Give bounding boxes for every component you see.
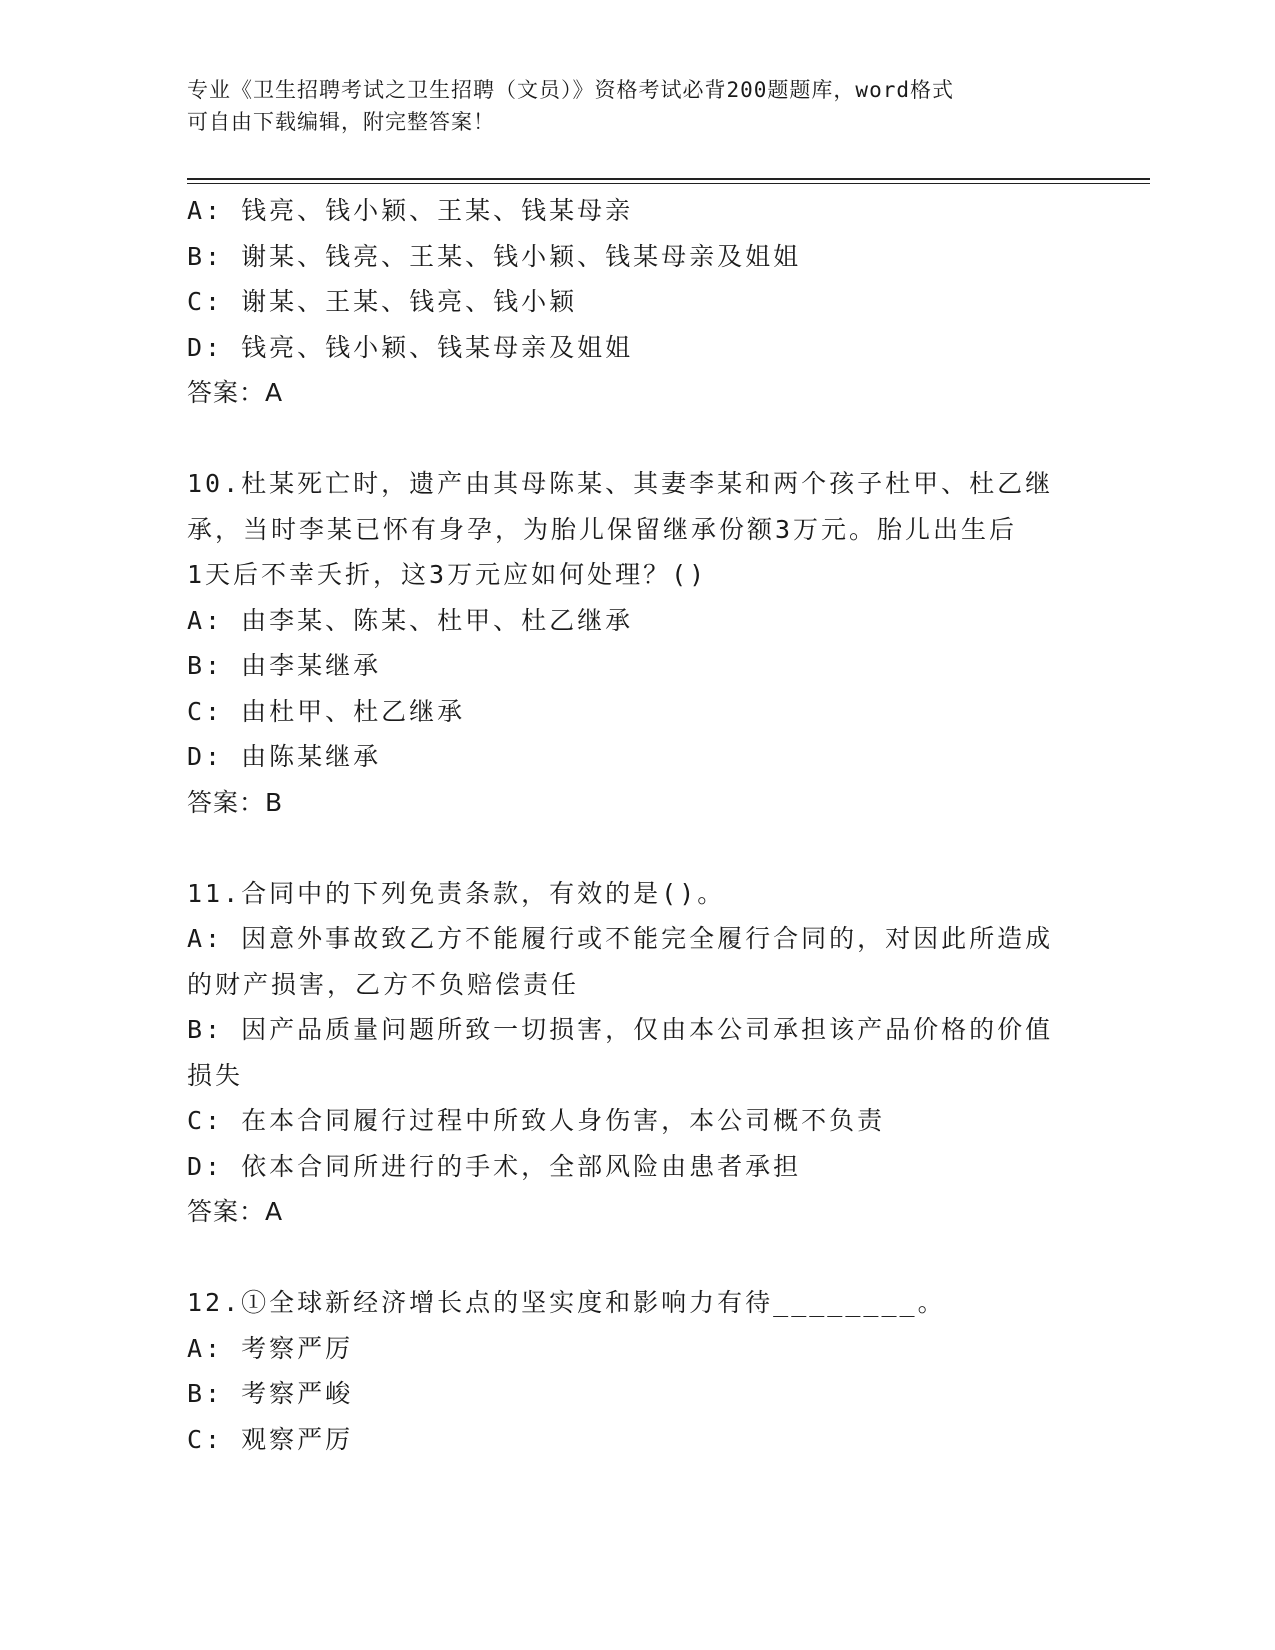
question-content [187,188,1087,1462]
header-line-2: 可自由下载编辑，附完整答案！ [187,110,495,134]
answer-line: 答案：A [187,1197,284,1226]
question-stem-line: 承，当时李某已怀有身孕，为胎儿保留继承份额3万元。胎儿出生后 [187,514,1018,544]
option-c: C: 观察严厉 [187,1424,354,1454]
spacer [187,825,1087,871]
question-12 [187,1280,1087,1462]
question-stem: 11.合同中的下列免责条款，有效的是()。 [187,878,726,908]
question-9 [187,188,1087,416]
option-b: B: 考察严峻 [187,1379,354,1408]
question-11 [187,871,1087,1235]
option-b: B: 谢某、钱亮、王某、钱小颖、钱某母亲及姐姐 [187,241,802,271]
question-stem-line: 10.杜某死亡时，遗产由其母陈某、其妻李某和两个孩子杜甲、杜乙继 [187,469,1054,498]
option-a-continued: 的财产损害，乙方不负赔偿责任 [187,969,580,999]
option-a: A: 由李某、陈某、杜甲、杜乙继承 [187,605,634,635]
option-b: B: 因产品质量问题所致一切损害，仅由本公司承担该产品价格的价值 [187,1015,1054,1044]
answer-line: 答案：A [187,378,284,407]
option-c: C: 谢某、王某、钱亮、钱小颖 [187,287,578,316]
question-10 [187,461,1087,825]
option-c: C: 在本合同履行过程中所致人身伤害，本公司概不负责 [187,1106,886,1135]
header-divider-thick [187,178,1150,180]
option-d: D: 由陈某继承 [187,742,382,771]
option-b-continued: 损失 [187,1060,244,1090]
option-d: D: 依本合同所进行的手术，全部风险由患者承担 [187,1151,802,1181]
option-a: A: 考察严厉 [187,1333,354,1363]
question-stem: 12.①全球新经济增长点的坚实度和影响力有待________。 [187,1288,946,1317]
header-line-1: 专业《卫生招聘考试之卫生招聘（文员）》资格考试必背200题题库，word格式 [187,78,954,102]
option-b: B: 由李某继承 [187,651,382,680]
spacer [187,1235,1087,1281]
option-d: D: 钱亮、钱小颖、钱某母亲及姐姐 [187,332,634,362]
option-a: A: 因意外事故致乙方不能履行或不能完全履行合同的，对因此所造成 [187,924,1054,953]
answer-line: 答案：B [187,787,284,817]
spacer [187,416,1087,462]
header-divider-thin [187,183,1150,184]
question-stem-line: 1天后不幸夭折，这3万元应如何处理？() [187,560,708,589]
document-header [187,74,1087,138]
option-a: A: 钱亮、钱小颖、王某、钱某母亲 [187,196,634,225]
option-c: C: 由杜甲、杜乙继承 [187,696,466,726]
